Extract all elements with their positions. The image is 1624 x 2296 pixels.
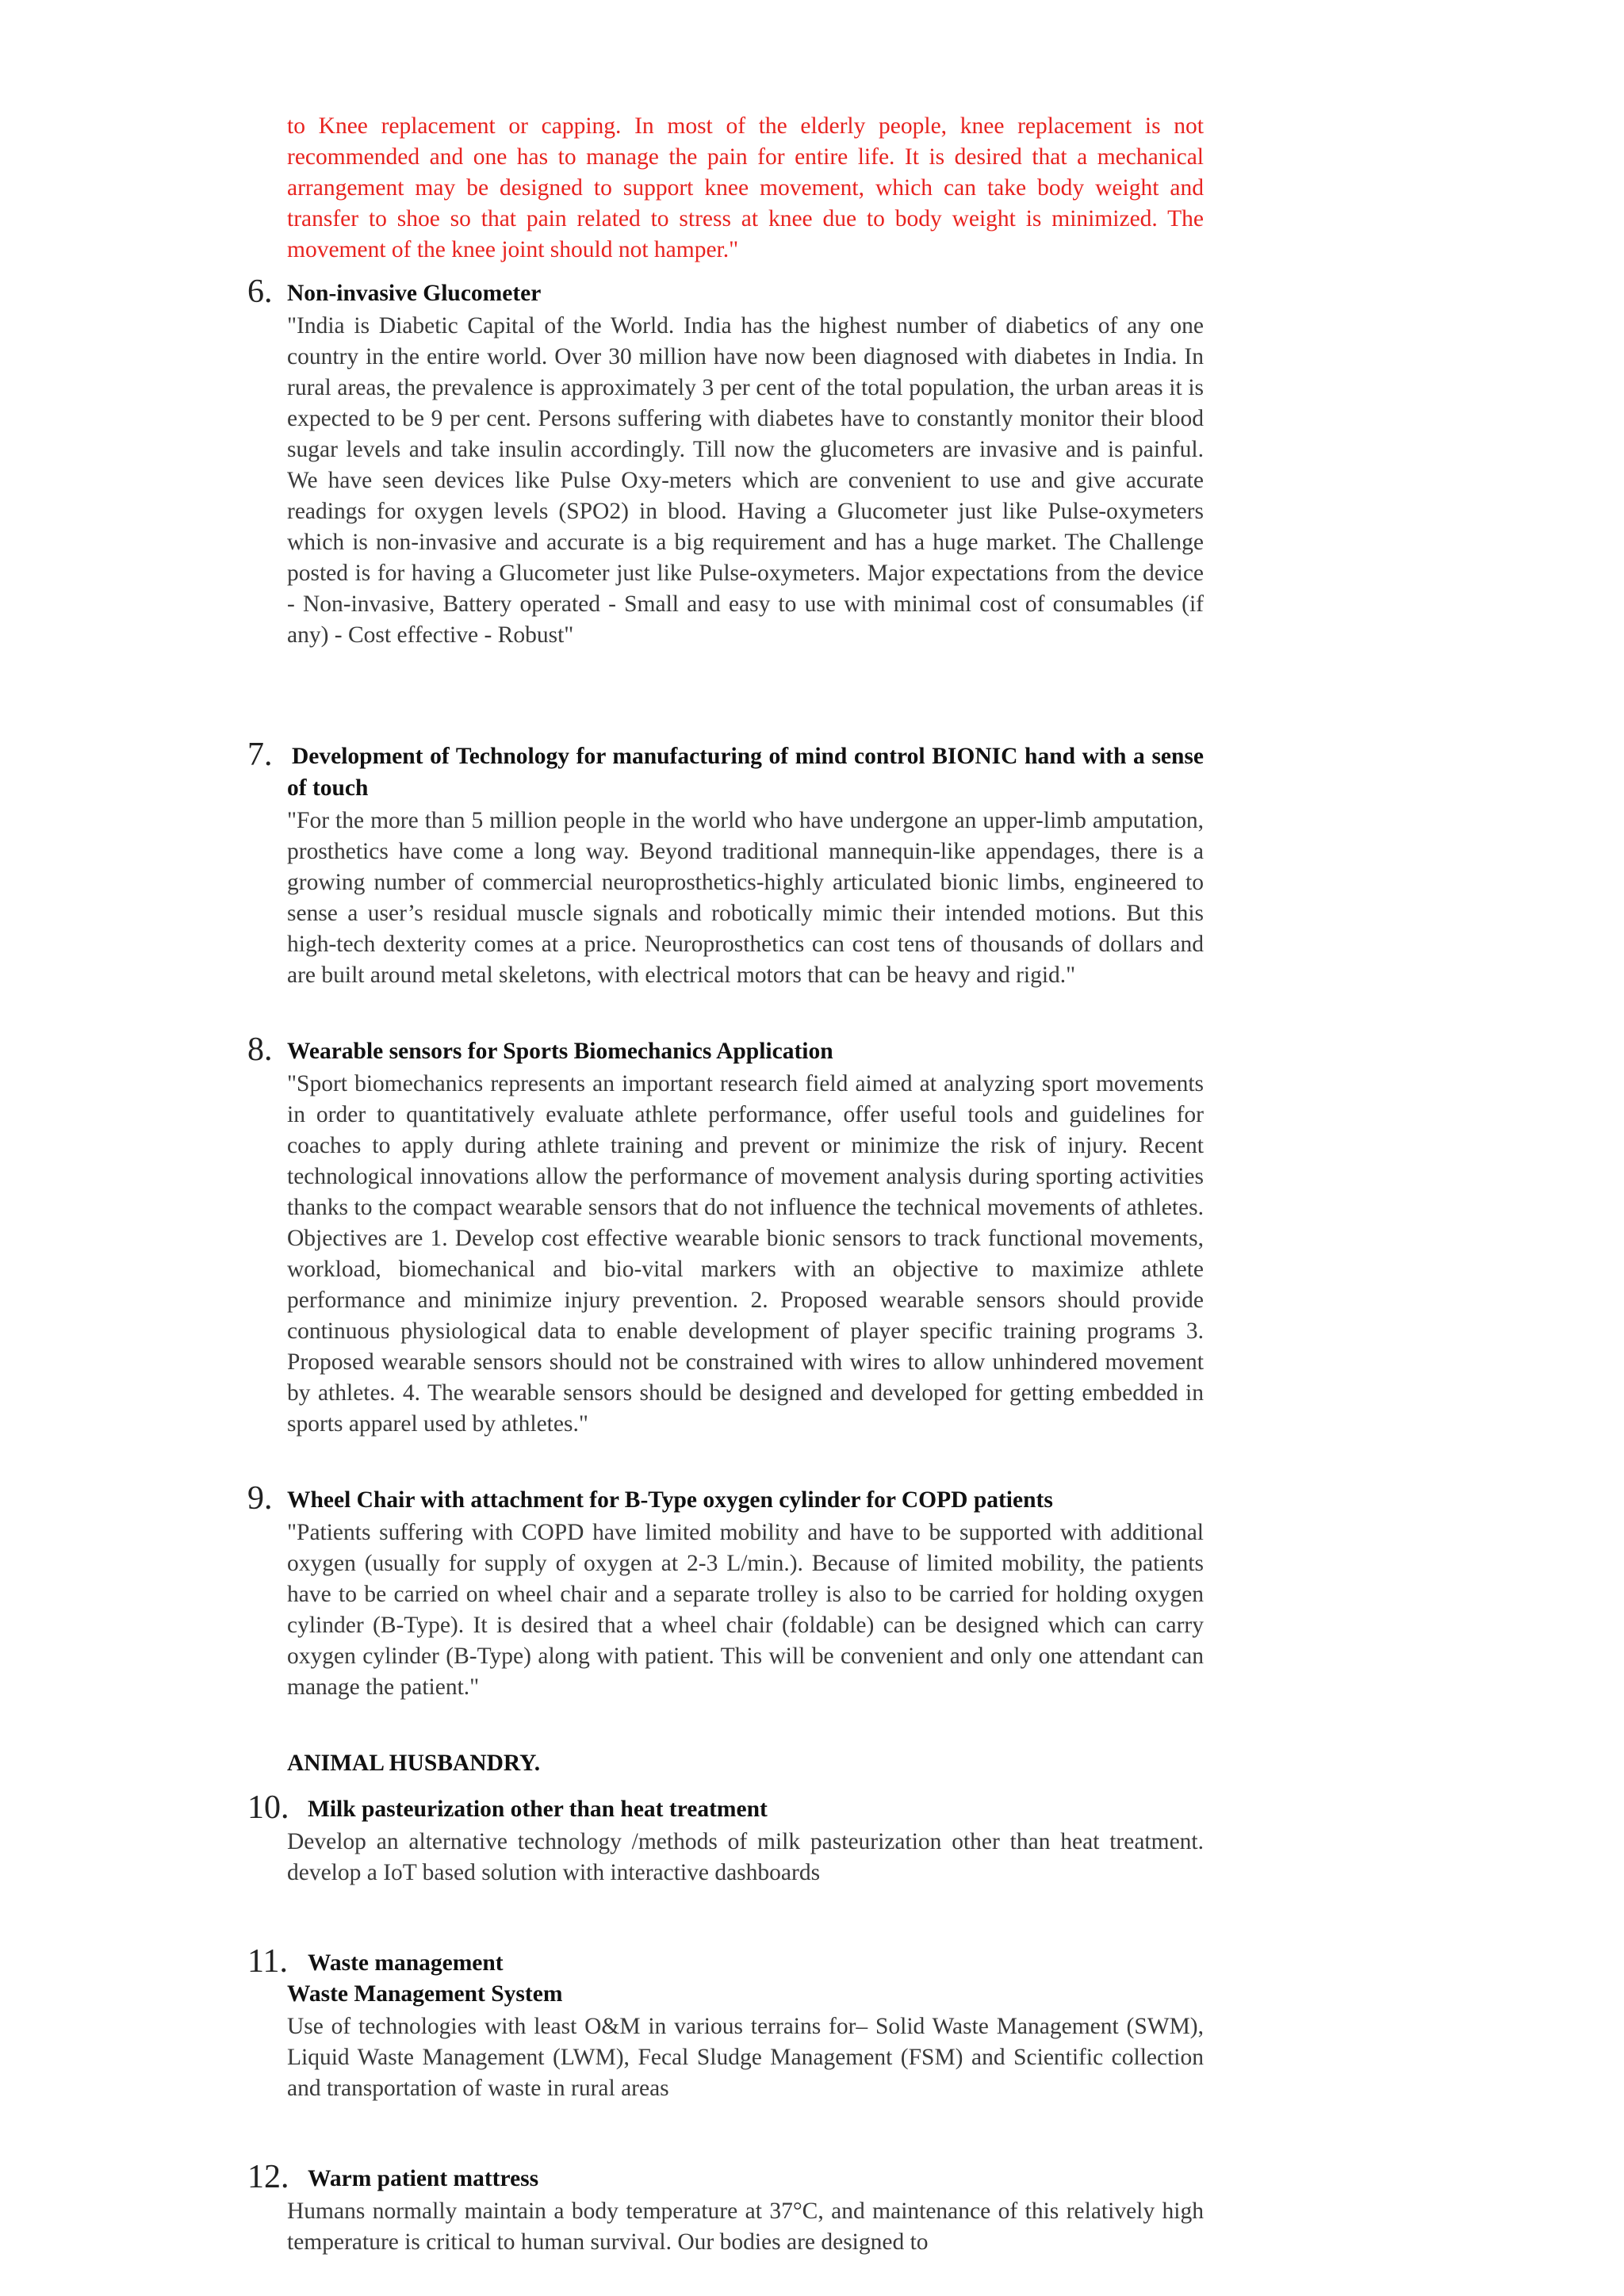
list-item-11: [247, 1943, 1204, 2104]
item-title: Wearable sensors for Sports Biomechanics Application: [287, 1039, 833, 1064]
item-title: Non-invasive Glucometer: [287, 281, 542, 306]
item-title: Waste management: [308, 1950, 504, 1976]
item-body: Humans normally maintain a body temperature at 37°C, and maintenance of this relatively high temperature is critical to human survival. Our bodies are designed to: [287, 2198, 1204, 2255]
item-title: Milk pasteurization other than heat treatment: [308, 1797, 768, 1822]
item-body: Develop an alternative technology /methods of milk pasteurization other than heat treatment. develop a IoT based solution with interactive dashboards: [287, 1829, 1204, 1885]
item-number: 11.: [247, 1943, 288, 1980]
item-number: 12.: [247, 2159, 289, 2195]
item-number: 9.: [247, 1480, 273, 1517]
item-body: "Sport biomechanics represents an important research field aimed at analyzing sport movements in order to quantitatively evaluate athlete performance, offer useful tools and guidelines for coaches to apply during athlete training and prevent or minimize the risk of injury. Recent technological innovations allow the performance of movement analysis during sporting activities thanks to the compact wearable sensors that do not influence the technical movements of athletes. Objectives are 1. Develop cost effective wearable bionic sensors to track functional movements, workload, biomechanical and bio-vital markers with an objective to maximize athlete performance and minimize injury prevention. 2. Proposed wearable sensors should provide continuous physiological data to enable development of player specific training programs 3. Proposed wearable sensors should not be constrained with wires to allow unhindered movement by athletes. 4. The wearable sensors should be designed and developed for getting embedded in sports apparel used by athletes.": [287, 1071, 1204, 1437]
section-heading: ANIMAL HUSBANDRY.: [287, 1751, 541, 1776]
list-item-9: [247, 1480, 1204, 1703]
item-number: 6.: [247, 274, 273, 310]
lead-paragraph: to Knee replacement or capping. In most of the elderly people, knee replacement is not recommended and one has to manage the pain for entire life. It is desired that a mechanical arrangement may be designed to support knee movement, which can take body weight and transfer to shoe so that pain related to stress at knee due to body weight is minimized. The movement of the knee joint should not hamper.": [287, 113, 1204, 262]
list-item-12: [247, 2159, 1204, 2258]
item-body: "India is Diabetic Capital of the World. India has the highest number of diabetics of any one country in the entire world. Over 30 million have now been diagnosed with diabetes in India. In rural areas, the prevalence is approximately 3 per cent of the total population, the urban areas it is expected to be 9 per cent. Persons suffering with diabetes have to constantly monitor their blood sugar levels and take insulin accordingly. Till now the glucometers are invasive and is painful. We have seen devices like Pulse Oxy-meters which are convenient to use and give accurate readings for oxygen levels (SPO2) in blood. Having a Glucometer just like Pulse-oxymeters which is non-invasive and accurate is a big requirement and has a huge market. The Challenge posted is for having a Glucometer just like Pulse-oxymeters. Major expectations from the device - Non-invasive, Battery operated - Small and easy to use with minimal cost of consumables (if any) - Cost effective - Robust": [287, 313, 1204, 648]
list-item-7: [247, 737, 1204, 991]
list-item-8: [247, 1031, 1204, 1440]
item-number: 8.: [247, 1031, 273, 1068]
list-item-6: [247, 274, 1204, 651]
item-title: Warm patient mattress: [308, 2166, 539, 2191]
item-body: "Patients suffering with COPD have limited mobility and have to be supported with additional oxygen (usually for supply of oxygen at 2-3 L/min.). Because of limited mobility, the patients have to be carried on wheel chair and a separate trolley is also to be carried for holding oxygen cylinder (B-Type). It is desired that a wheel chair (foldable) can be designed which can carry oxygen cylinder (B-Type) along with patient. This will be convenient and only one attendant can manage the patient.": [287, 1520, 1204, 1700]
list-item-10: [247, 1789, 1204, 1888]
item-body: "For the more than 5 million people in the world who have undergone an upper-limb amputation, prosthetics have come a long way. Beyond traditional mannequin-like appendages, there is a growing number of commercial neuroprosthetics-highly articulated bionic limbs, engineered to sense a user’s residual muscle signals and robotically mimic their intended motions. But this high-tech dexterity comes at a price. Neuroprosthetics can cost tens of thousands of dollars and are built around metal skeletons, with electrical motors that can be heavy and rigid.": [287, 808, 1204, 988]
item-title: Development of Technology for manufacturing of mind control BIONIC hand with a sense of touch: [287, 744, 1204, 801]
item-number: 10.: [247, 1789, 289, 1826]
item-body: Use of technologies with least O&M in various terrains for– Solid Waste Management (SWM), Liquid Waste Management (LWM), Fecal Sludge Management (FSM) and Scientific collection and transportation of waste in rural areas: [287, 2014, 1204, 2101]
item-number: 7.: [247, 737, 273, 773]
item-subtitle: Waste Management System: [287, 1981, 563, 2007]
item-title: Wheel Chair with attachment for B-Type oxygen cylinder for COPD patients: [287, 1487, 1053, 1513]
